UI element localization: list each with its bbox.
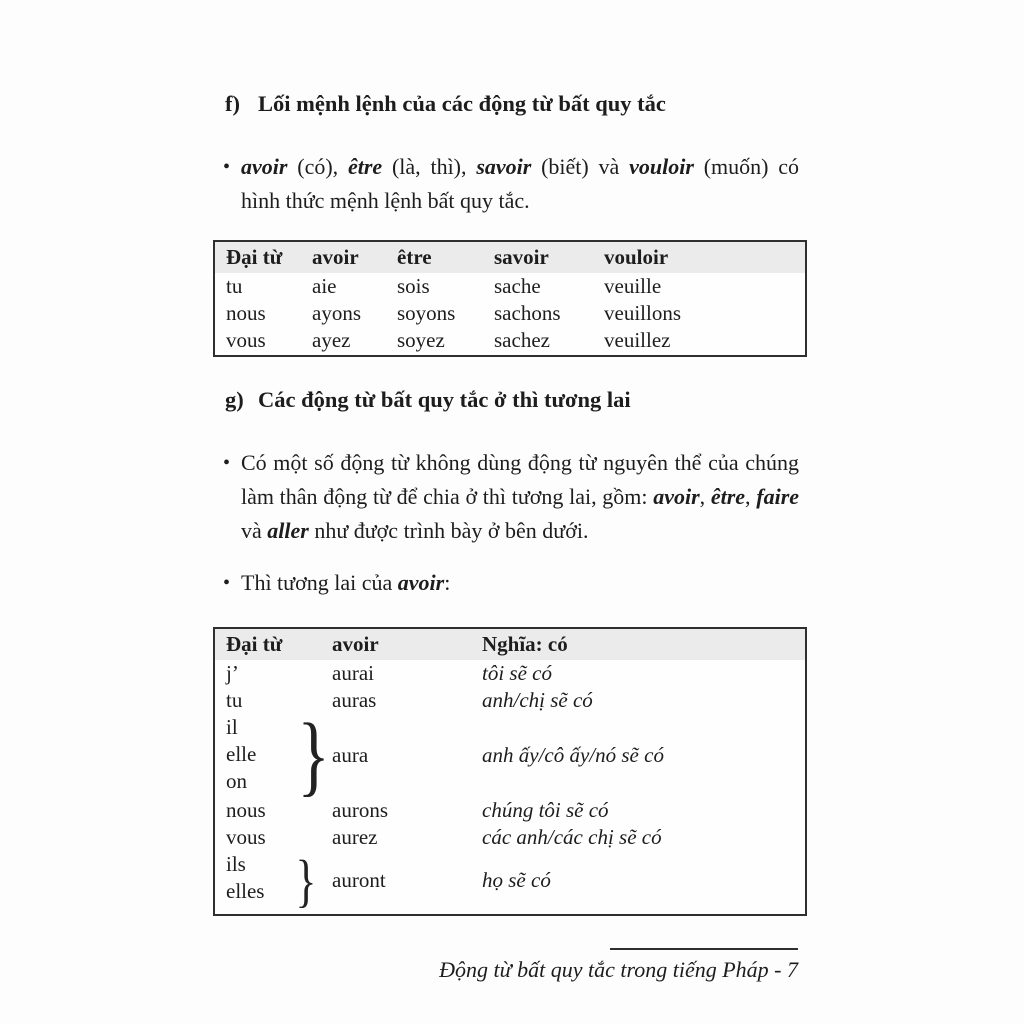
section-g-title: Các động từ bất quy tắc ở thì tương lai (258, 387, 631, 412)
bullet-imperative-intro (223, 150, 799, 218)
bullet-icon: • (223, 572, 231, 594)
cell: ayons (312, 301, 361, 325)
table-row-group (215, 706, 805, 805)
brace-glyph: } (297, 706, 330, 805)
pronoun-cell: ils elles (226, 852, 265, 903)
meaning-cell: tôi sẽ có (482, 661, 552, 685)
cell: tu (226, 274, 243, 298)
meaning-cell: anh/chị sẽ có (482, 688, 593, 712)
header-cell: vouloir (604, 245, 669, 269)
page-footer (400, 948, 798, 983)
table-row-group (215, 847, 805, 913)
cell: veuillons (604, 301, 681, 325)
cell: soyez (397, 328, 445, 352)
pronoun-cell: il elle on (226, 715, 257, 793)
footer-running-title: Động từ bất quy tắc trong tiếng Pháp - 7 (439, 957, 798, 982)
pronoun-cell: j’ (226, 661, 239, 685)
meaning-cell: các anh/các chị sẽ có (482, 825, 662, 849)
cell: veuillez (604, 328, 671, 352)
cell: ayez (312, 328, 351, 352)
footer-rule (610, 948, 798, 950)
verb-cell: aurons (332, 798, 388, 822)
bullet-future-intro (223, 446, 799, 548)
table-row (215, 273, 805, 300)
verb-cell: aurai (332, 661, 374, 685)
pronoun-cell: nous (226, 798, 266, 822)
table-row (215, 327, 805, 354)
verb-cell: auront (332, 867, 386, 892)
header-cell: avoir (332, 632, 379, 656)
pronoun-cell: tu (226, 688, 243, 712)
cell: veuille (604, 274, 662, 298)
paragraph-future-avoir-label: Thì tương lai của avoir: (241, 570, 451, 595)
cell: sachez (494, 328, 550, 352)
meaning-cell: anh ấy/cô ấy/nó sẽ có (482, 743, 664, 767)
cell: aie (312, 274, 337, 298)
cell: sache (494, 274, 541, 298)
header-cell: Đại từ (226, 632, 283, 656)
meaning-cell: họ sẽ có (482, 867, 551, 892)
header-cell: être (397, 245, 432, 269)
cell: sois (397, 274, 430, 298)
imperative-table (213, 240, 807, 357)
section-g-heading (225, 386, 631, 414)
verb-cell: aura (332, 743, 369, 767)
header-cell: Nghĩa: có (482, 632, 568, 656)
cell: nous (226, 301, 266, 325)
section-f-label: f) (225, 91, 240, 116)
bullet-icon: • (223, 452, 231, 474)
table-row (215, 660, 805, 687)
cell: sachons (494, 301, 561, 325)
cell: vous (226, 328, 266, 352)
header-cell: savoir (494, 245, 549, 269)
paragraph-future-intro: Có một số động từ không dùng động từ nguyên thể của chúng làm thân động từ để chia ở thì tương lai, gồm: avoir, être, faire và aller như được trình bày ở bên dưới. (241, 450, 800, 543)
verb-cell: aurez (332, 825, 378, 849)
table-header-row (215, 629, 805, 660)
brace-glyph: } (295, 847, 317, 913)
section-f-heading (225, 90, 666, 118)
table-header-row (215, 242, 805, 273)
bullet-icon: • (223, 156, 231, 178)
cell: soyons (397, 301, 456, 325)
section-g-label: g) (225, 387, 244, 412)
meaning-cell: chúng tôi sẽ có (482, 798, 609, 822)
bullet-future-avoir (223, 566, 799, 600)
section-f-title: Lối mệnh lệnh của các động từ bất quy tắc (258, 91, 666, 116)
future-avoir-table (213, 627, 807, 916)
paragraph-imperative-intro: avoir (có), être (là, thì), savoir (biết) và vouloir (muốn) có hình thức mệnh lệnh bất quy tắc. (241, 154, 800, 213)
header-cell: Đại từ (226, 245, 283, 269)
header-cell: avoir (312, 245, 359, 269)
pronoun-cell: vous (226, 825, 266, 849)
table-row (215, 300, 805, 327)
verb-cell: auras (332, 688, 377, 712)
